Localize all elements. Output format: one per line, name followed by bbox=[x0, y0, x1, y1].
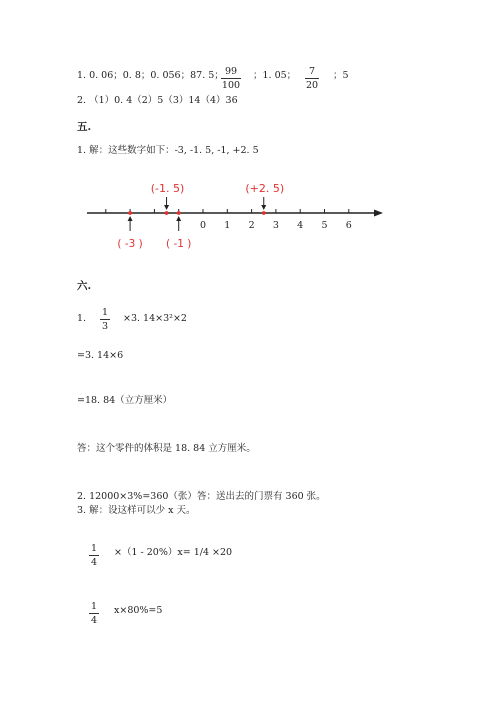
question-6-2-calc: 2. 12000×3%=360（张） bbox=[77, 491, 197, 502]
calc-step-2: =3. 14×6 bbox=[77, 350, 124, 361]
tick-label: 3 bbox=[272, 220, 279, 231]
point-label-above: (+2. 5) bbox=[245, 182, 285, 195]
fraction-denominator: 100 bbox=[221, 80, 241, 91]
fraction-denominator: 4 bbox=[90, 557, 98, 568]
fraction-1-4 bbox=[89, 601, 99, 626]
tick-label: 2 bbox=[248, 220, 255, 231]
point-label-below: ( -3 ) bbox=[117, 238, 143, 250]
fraction-denominator: 3 bbox=[101, 321, 109, 332]
pointer-arrow-head bbox=[261, 205, 266, 210]
tick-label: 1 bbox=[224, 220, 231, 231]
number-line bbox=[87, 182, 383, 250]
number-line-point bbox=[262, 211, 266, 215]
answer-line-1-mid: ；1. 05； bbox=[253, 70, 297, 81]
question-6-3: 3. 解：设这样可以少 x 天。 bbox=[77, 505, 196, 516]
tick-label: 4 bbox=[297, 220, 304, 231]
fraction-numerator: 7 bbox=[308, 66, 316, 77]
fraction-1-4 bbox=[89, 543, 99, 568]
pointer-arrow-head bbox=[164, 205, 169, 210]
number-line-point bbox=[165, 211, 169, 215]
fraction-numerator: 99 bbox=[224, 66, 238, 77]
question-6-1-number: 1. bbox=[77, 313, 87, 324]
section-5-question-1: 1. 解：这些数字如下：-3, -1. 5, -1, +2. 5 bbox=[77, 145, 259, 156]
tick-label: 0 bbox=[199, 220, 207, 231]
answer-line-2: 2. （1）0. 4（2）5（3）14（4）36 bbox=[77, 95, 238, 106]
question-6-2-answer: 答：送出去的门票有 360 张。 bbox=[197, 491, 326, 502]
fraction-numerator: 1 bbox=[101, 307, 109, 318]
point-label-below: ( -1 ) bbox=[166, 238, 192, 250]
fraction-denominator: 20 bbox=[305, 80, 319, 91]
number-line-point bbox=[177, 211, 181, 215]
fraction-numerator: 1 bbox=[90, 601, 98, 612]
answer-line-1-prefix: 1. 0. 06；0. 8；0. 056；87. 5； bbox=[77, 70, 224, 81]
tick-label: 6 bbox=[345, 220, 352, 231]
fraction-denominator: 4 bbox=[90, 615, 98, 626]
fraction-numerator: 1 bbox=[90, 543, 98, 554]
answer-volume: 答：这个零件的体积是 18. 84 立方厘米。 bbox=[77, 443, 256, 454]
point-label-above: (-1. 5) bbox=[150, 182, 185, 195]
number-line-point bbox=[128, 211, 132, 215]
fraction-1-3 bbox=[100, 307, 110, 332]
section-heading-6: 六. bbox=[77, 280, 92, 292]
number-line-arrowhead bbox=[374, 210, 383, 217]
pointer-arrow-head bbox=[176, 216, 181, 221]
equation-2-expression: x×80%=5 bbox=[114, 605, 163, 616]
tick-label: 5 bbox=[321, 220, 328, 231]
calc-step-3: =18. 84（立方厘米） bbox=[77, 395, 173, 406]
section-heading-5: 五. bbox=[77, 121, 92, 133]
pointer-arrow-head bbox=[128, 216, 133, 221]
answer-line-1-suffix: ；5 bbox=[333, 70, 349, 81]
equation-1-expression: ×（1 - 20%）x= 1/4 ×20 bbox=[114, 547, 233, 558]
question-6-1-expression: ×3. 14×3²×2 bbox=[123, 313, 187, 324]
